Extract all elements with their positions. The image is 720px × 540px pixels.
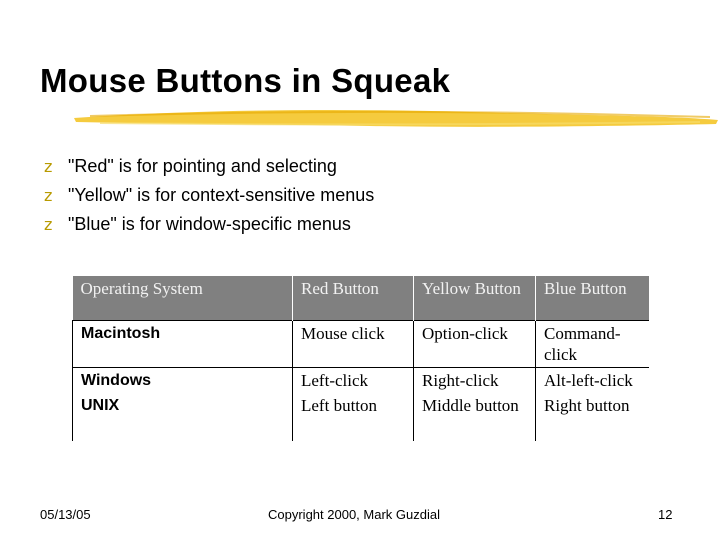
- bullet-text-yellow: "Yellow" is for context-sensitive menus: [68, 185, 375, 205]
- yellow-button-cell: Option-click: [414, 321, 536, 368]
- bullet-z-icon: z: [44, 157, 53, 176]
- red-button-cell: Left button: [293, 393, 414, 441]
- yellow-button-cell: Right-click: [414, 368, 536, 394]
- header-red-button: Red Button: [293, 276, 414, 321]
- table-row: [73, 393, 649, 441]
- header-yellow-button: Yellow Button: [414, 276, 536, 321]
- blue-button-cell: Right button: [536, 393, 649, 441]
- yellow-button-cell: Middle button: [414, 393, 536, 441]
- mouse-button-table: [72, 276, 649, 441]
- list-item: [44, 210, 374, 239]
- header-operating-system: Operating System: [73, 276, 293, 321]
- red-button-cell: Left-click: [293, 368, 414, 394]
- header-blue-button: Blue Button: [536, 276, 649, 321]
- bullet-z-icon: z: [44, 215, 53, 234]
- os-cell: Windows: [73, 368, 293, 394]
- list-item: [44, 181, 374, 210]
- red-button-cell: Mouse click: [293, 321, 414, 368]
- list-item: [44, 152, 374, 181]
- table-header-row: [73, 276, 649, 321]
- table-row: [73, 368, 649, 394]
- footer-date: 05/13/05: [40, 507, 91, 522]
- bullet-list: [44, 152, 374, 239]
- bullet-text-red: "Red" is for pointing and selecting: [68, 156, 337, 176]
- bullet-text-blue: "Blue" is for window-specific menus: [68, 214, 351, 234]
- os-cell: Macintosh: [73, 321, 293, 368]
- table-row: [73, 321, 649, 368]
- slide-title: Mouse Buttons in Squeak: [40, 62, 451, 99]
- yellow-brush-stroke: [70, 104, 720, 130]
- os-cell: UNIX: [73, 393, 293, 441]
- blue-button-cell: Command-click: [536, 321, 649, 368]
- bullet-z-icon: z: [44, 186, 53, 205]
- blue-button-cell: Alt-left-click: [536, 368, 649, 394]
- footer-copyright: Copyright 2000, Mark Guzdial: [268, 507, 440, 522]
- page-number: 12: [658, 507, 673, 522]
